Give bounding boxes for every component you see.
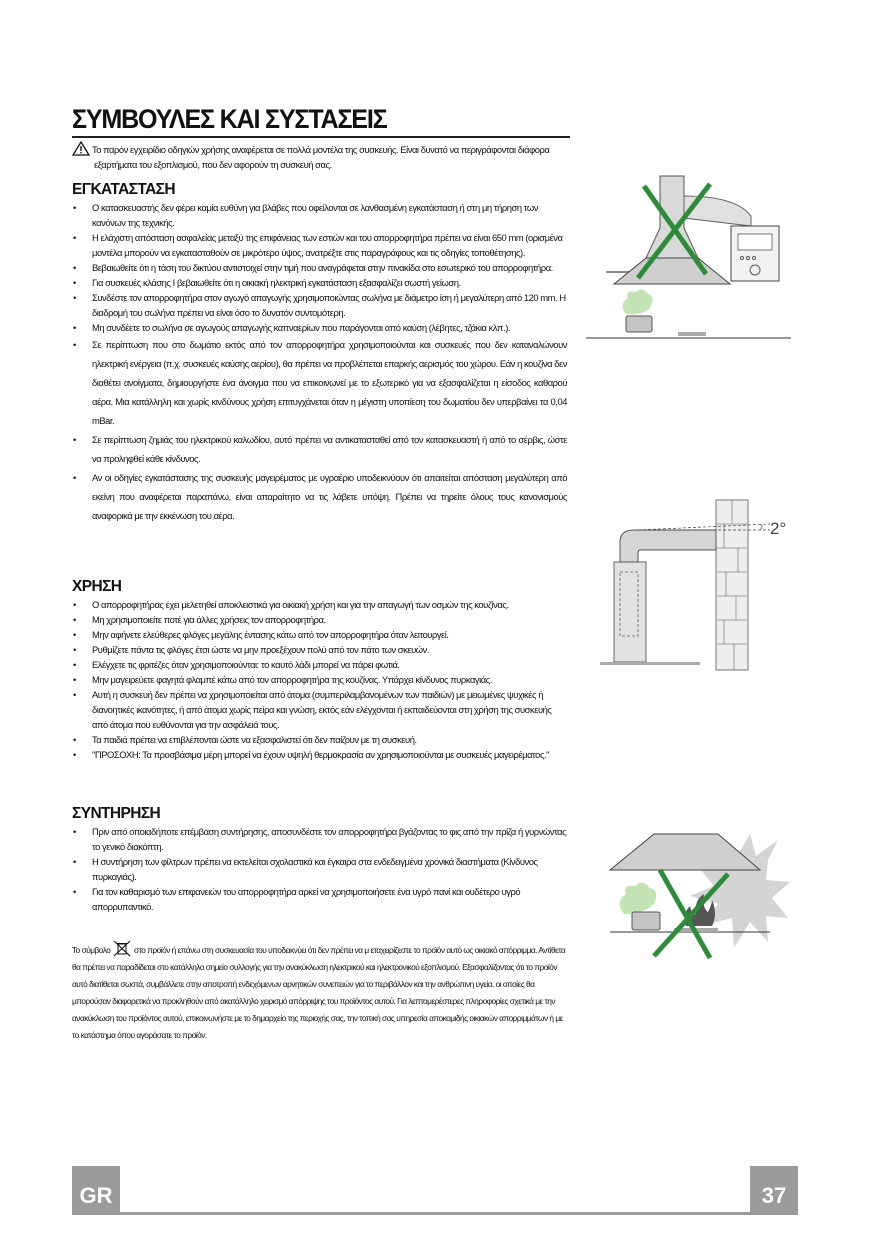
figure-no-boiler-duct	[586, 166, 791, 351]
list-item: • Ο απορροφητήρας έχει μελετηθεί αποκλειστικά για οικιακή χρήση και για την απαγωγή των οσμών της κουζίνας.	[72, 597, 567, 612]
list-item: • Βεβαιωθείτε ότι η τάση του δικτύου αντιστοιχεί στην τιμή που αναγράφεται στην πινακίδα στο εσωτερικό του απορροφητήρα.	[72, 260, 567, 275]
list-item: • Η ελάχιστη απόσταση ασφαλείας μεταξύ της επιφάνειας των εστιών και του απορροφητήρα πρέπει να είναι 650 mm (ορισμένα μοντέλα μπορούν να εγκατασταθούν σε μικρότερο ύψος, ανατρέξτε στις παραγράφους και τις οδηγίες τοποθέτησης).	[72, 230, 567, 260]
list-item: • Αν οι οδηγίες εγκατάστασης της συσκευής μαγειρέματος με υγραέριο υποδεικνύουν ότι απαιτείται απόσταση μεγαλύτερη από εκείνη που αναφέρεται παραπάνω, είναι απαραίτητο να τις λάβετε υπόψη. Πρέπει να τηρείτε όλους τους κανονισμούς αναφορικά με την εκκένωση του αέρα.	[72, 468, 567, 525]
disposal-note	[72, 940, 569, 1044]
installation-list	[72, 200, 567, 525]
intro-text: Το παρόν εγχειρίδιο οδηγιών χρήσης αναφέρεται σε πολλά μοντέλα της συσκευής. Είναι δυνατό να περιγράφονται διάφορα εξαρτήματα του εξοπλισμού, που δεν αφορούν τη συσκευή σας.	[92, 144, 550, 170]
intro-note	[72, 141, 567, 172]
usage-heading: ΧΡΗΣΗ	[72, 578, 122, 595]
disposal-note-text: στο προϊόν ή επάνω στη συσκευασία του υποδεικνύει ότι δεν πρέπει να μ εταχειρίζεστε το προϊόν αυτό ως οικιακό απόρριμμα. Αντίθετα θα πρέπει να παραδίδεται στο κατάλληλο σημείο συλλογής για την ανακύκλωση ηλεκτρικού και ηλεκτρονικού εξοπλισμού. Εξασφαλίζοντας ότι το προϊόν αυτό διατίθεται σωστά, συμβάλλετε στην αποτροπή ενδεχόμενων αρνητικών συνεπειών για το περιβάλλον και την ανθρώπινη υγεία, οι οποίες θα μπορούσαν διαφορετικά να προκληθούν από ακατάλληλο χειρισμό απόρριψης του προϊόντος αυτού. Για λεπτομερέστερες πληροφορίες σχετικά με την ανακύκλωση του προϊόντος αυτού, επικοινωνήστε με το δημαρχείο της περιοχής σας, την τοπική σας υπηρεσία αποκομιδής οικιακών απορριμμάτων ή με το κατάστημα όπου αγοράσατε το προϊόν.	[72, 945, 566, 1040]
list-item: • Μην μαγειρεύετε φαγητά φλαμπέ κάτω από τον απορροφητήρα της κουζίνας. Υπάρχει κίνδυνος πυρκαγιάς.	[72, 672, 567, 687]
page-title: ΣΥΜΒΟΥΛΕΣ ΚΑΙ ΣΥΣΤΑΣΕΙΣ	[72, 104, 387, 134]
list-item: • Για τον καθαρισμό των επιφανειών του απορροφητήρα αρκεί να χρησιμοποιήσετε ένα υγρό πανί και ουδέτερο υγρό απορρυπαντικό.	[72, 884, 567, 914]
warning-icon	[72, 141, 90, 156]
list-item: • Μη συνδέετε το σωλήνα σε αγωγούς απαγωγής καπναερίων που παράγονται από καύση (λέβητες, τζάκια κλπ.).	[72, 320, 567, 335]
list-item: • Για συσκευές κλάσης I βεβαιωθείτε ότι η οικιακή ηλεκτρική εγκατάσταση εξασφαλίζει σωστή γείωση.	[72, 275, 567, 290]
list-item: • Μη χρησιμοποιείτε ποτέ για άλλες χρήσεις τον απορροφητήρα.	[72, 612, 567, 627]
list-item: • Τα παιδιά πρέπει να επιβλέπονται ώστε να εξασφαλιστεί ότι δεν παίζουν με τη συσκευή.	[72, 732, 567, 747]
list-item: • Η συντήρηση των φίλτρων πρέπει να εκτελείται σχολαστικά και έγκαιρα στα ενδεδειγμένα χρονικά διαστήματα (Κίνδυνος πυρκαγιάς).	[72, 854, 567, 884]
maintenance-heading: ΣΥΝΤΗΡΗΣΗ	[72, 805, 161, 822]
list-item: • Σε περίπτωση ζημιάς του ηλεκτρικού καλωδίου, αυτό πρέπει να αντικατασταθεί από τον κατασκευαστή ή από το σέρβις, ώστε να προληφθεί κάθε κίνδυνος.	[72, 430, 567, 468]
page-number: 37	[750, 1166, 798, 1215]
figure-no-flambe	[590, 830, 790, 965]
title-rule	[72, 136, 570, 138]
list-item: • Σε περίπτωση που στο δωμάτιο εκτός από τον απορροφητήρα χρησιμοποιούνται και συσκευές που δεν καταναλώνουν ηλεκτρική ενέργεια (π.χ. συσκευές καύσης αερίου), θα πρέπει να προβλέπεται επαρκής αερισμός του χώρου. Εάν η κουζίνα δεν διαθέτει ανοίγματα, δημιουργήστε ένα άνοιγμα που να επικοινωνεί με το εξωτερικό για να εξασφαλίζεται η είσοδος καθαρού αέρα. Μια κατάλληλη και χωρίς κινδύνους χρήση επιτυγχάνεται όταν η μέγιστη υποπίεση του δωματίου δεν υπερβαίνει τα 0,04 mBar.	[72, 335, 567, 430]
list-item: • Πριν από οποιαδήποτε επέμβαση συντήρησης, αποσυνδέστε τον απορροφητήρα βγάζοντας το φις από την πρίζα ή γυρνώντας το γενικό διακόπτη.	[72, 824, 567, 854]
list-item: • Αυτή η συσκευή δεν πρέπει να χρησιμοποιείται από άτομα (συμπεριλαμβανομένων των παιδιών) με μειωμένες ψυχικές ή διανοητικές ικανότητες, ή από άτομα χωρίς πείρα και γνώση, εκτός εάν ελέγχονται ή εκπαιδεύονται στη χρήση της συσκευής από άτομα που ευθύνονται για την ασφάλειά τους.	[72, 687, 567, 732]
usage-section	[72, 577, 567, 762]
disposal-note-start: Το σύμβολο	[72, 945, 111, 955]
list-item: • "ΠΡΟΣΟΧΗ: Τα προσβάσιμα μέρη μπορεί να έχουν υψηλή θερμοκρασία αν χρησιμοποιούνται με συσκευές μαγειρέματος."	[72, 747, 567, 762]
angle-label: 2°	[770, 519, 787, 538]
list-item: • Ελέγχετε τις φριτέζες όταν χρησιμοποιούνται: το καυτό λάδι μπορεί να πάρει φωτιά.	[72, 657, 567, 672]
maintenance-section	[72, 804, 567, 914]
installation-section	[72, 180, 567, 525]
crossed-bin-icon	[112, 940, 132, 957]
usage-list	[72, 597, 567, 762]
list-item: • Ρυθμίζετε πάντα τις φλόγες έτσι ώστε να μην προεξέχουν πολύ από τον πάτο των σκευών.	[72, 642, 567, 657]
list-item: • Ο κατασκευαστής δεν φέρει καμία ευθύνη για βλάβες που οφείλονται σε λανθασμένη εγκατάσταση ή στη μη τήρηση των κανόνων της τεχνικής.	[72, 200, 567, 230]
list-item: • Μην αφήνετε ελεύθερες φλόγες μεγάλης έντασης κάτω από τον απορροφητήρα όταν λειτουργεί.	[72, 627, 567, 642]
language-tab: GR	[72, 1166, 120, 1215]
installation-heading: ΕΓΚΑΤΑΣΤΑΣΗ	[72, 181, 175, 198]
maintenance-list	[72, 824, 567, 914]
footer-rule	[72, 1212, 798, 1215]
list-item: • Συνδέστε τον απορροφητήρα στον αγωγό απαγωγής χρησιμοποιώντας σωλήνα με διάμετρο ίση ή μεγαλύτερη από 120 mm. Η διαδρομή του σωλήνα πρέπει να είναι όσο το δυνατόν συντομότερη.	[72, 290, 567, 320]
figure-duct-slope	[598, 494, 798, 679]
